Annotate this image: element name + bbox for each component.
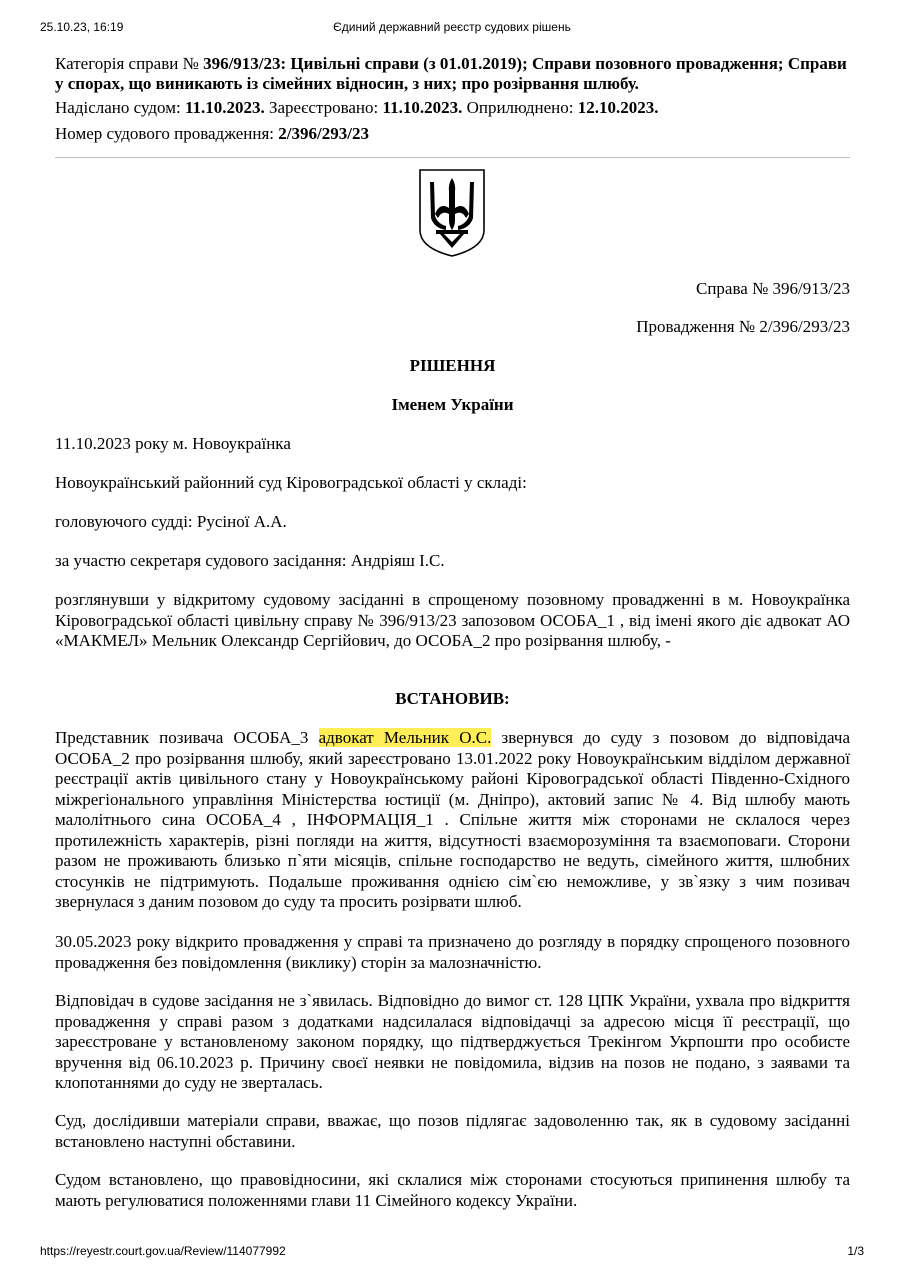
proceeding-ref: Провадження № 2/396/293/23 [636,317,850,336]
proceeding-number: 2/396/293/23 [278,124,369,143]
date-place: 11.10.2023 року м. Новоукраїнка [55,434,291,453]
registered-date: 11.10.2023. [382,98,463,117]
published-date: 12.10.2023. [577,98,659,117]
judge-line: головуючого судді: Русіної А.А. [55,512,287,531]
paragraph-assessment: Суд, дослідивши матеріали справи, вважає, що позов підлягає задоволенню так, як в судовому засіданні встановлено наступні обставини. [55,1111,850,1151]
print-site-title: Єдиний державний реєстр судових рішень [333,20,571,34]
proceeding-number-line: Номер судового провадження: 2/396/293/23 [55,124,369,143]
case-number: Справа № 396/913/23 [696,279,850,298]
established-heading: ВСТАНОВИВ: [395,689,510,708]
secretary-line: за участю секретаря судового засідання: Андріяш І.С. [55,551,445,570]
print-datetime: 25.10.23, 16:19 [40,20,124,34]
case-category: Категорія справи № 396/913/23: Цивільні справи (з 01.01.2019); Справи позовного провадження; Справи у спорах, що виникають із сімейних відносин, з них; про розірвання шлюбу. [55,54,847,93]
intro-paragraph: розглянувши у відкритому судовому засіданні в спрощеному позовному провадженні в м. Новоукраїнка Кіровоградської області цивільну справу № 396/913/23 запозовом ОСОБА_1 , від імені якого діє адвокат АО «МАКМЕЛ» Мельник Олександр Сергійович, до ОСОБА_2 про розірвання шлюбу, - [55,590,850,650]
paragraph-claim: Представник позивача ОСОБА_3 адвокат Мельник О.С. звернувся до суду з позовом до відповідача ОСОБА_2 про розірвання шлюбу, який зареєстровано 13.01.2022 року Новоукраїнським відділом державної реєстрації актів цивільного стану у Новоукраїнському районі Кіровоградської області Південно-Східного міжрегіонального управління Міністерства юстиції (м. Дніпро), актовий запис № 4. Від шлюбу мають малолітнього сина ОСОБА_4 , ІНФОРМАЦІЯ_1 . Спільне життя між сторонами не склалося через протилежність характерів, різні погляди на життя, відсутності взаєморозуміння та взаємоповаги. Сторони разом не проживають близько п`яти місяців, спільне господарство не ведуть, сімейного життя, шлюбних стосунків не підтримують. Подальше проживання однією сім`єю неможливе, у зв`язку з чим позивач звернулася з даним позовом до суду та просить розірвати шлюб. [55,728,851,911]
paragraph-defendant: Відповідач в судове засідання не з`явилась. Відповідно до вимог ст. 128 ЦПК України, ухвала про відкриття провадження у справі разом з додатками надсилалася відповідачці за адресою місця її реєстрації, що зареєстроване у встановленому законом порядку, що підтверджується Трекінгом Укрпошти про особисте вручення від 06.10.2023 р. Причину своєї неявки не повідомила, відзив на позов не подано, з заявами та клопотаннями до суду не зверталась. [55,991,850,1092]
highlighted-advocate: адвокат Мельник О.С. [318,728,492,747]
paragraph-findings: Судом встановлено, що правовідносини, які склалися між сторонами стосуються припинення шлюбу та мають регулюватися положеннями глави 11 Сімейного кодексу України. [55,1170,850,1210]
case-category-value: 396/913/23: Цивільні справи (з 01.01.2019); Справи позовного провадження; Справи у спорах, що виникають із сімейних відносин, з них; про розірвання шлюбу. [55,54,847,93]
print-header [40,20,864,36]
print-url: https://reyestr.court.gov.ua/Review/114077992 [40,1244,286,1258]
page-number: 1/3 [847,1244,864,1258]
divider [55,157,850,158]
print-footer [40,1244,864,1260]
ukraine-trident-icon [418,168,486,258]
document-subheading: Іменем України [391,395,514,414]
sent-date: 11.10.2023. [184,98,265,117]
document-heading: РІШЕННЯ [409,356,496,375]
case-dates: Надіслано судом: 11.10.2023. Зареєстровано: 11.10.2023. Оприлюднено: 12.10.2023. [55,98,659,117]
court-name: Новоукраїнський районний суд Кіровоградської області у складі: [55,473,527,492]
paragraph-proceeding: 30.05.2023 року відкрито провадження у справі та призначено до розгляду в порядку спрощеного позовного провадження без повідомлення (виклику) сторін за малозначністю. [55,932,850,972]
